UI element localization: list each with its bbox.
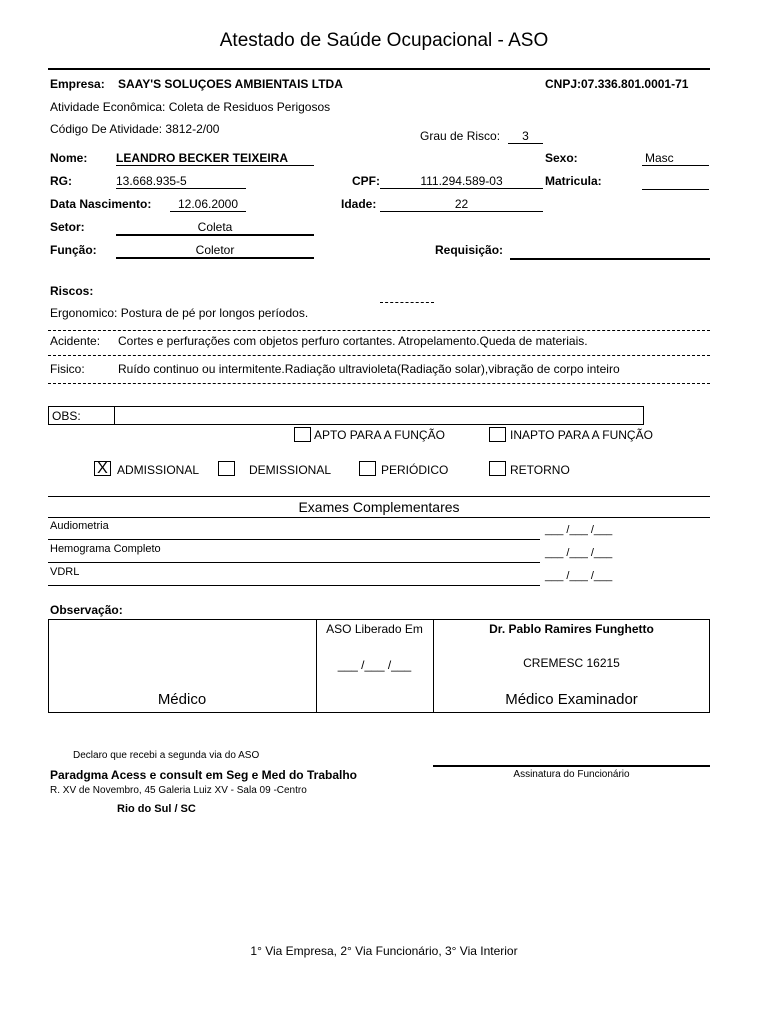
exame-line bbox=[48, 562, 540, 563]
apto-label: APTO PARA A FUNÇÃO bbox=[314, 428, 445, 442]
sexo-label: Sexo: bbox=[545, 151, 578, 165]
matricula-label: Matricula: bbox=[545, 174, 602, 188]
grau-risco-value: 3 bbox=[508, 129, 543, 144]
risco-ergonomico: Ergonomico: Postura de pé por longos períodos. bbox=[50, 306, 309, 320]
nascimento-value: 12.06.2000 bbox=[170, 197, 246, 212]
risk-divider-2 bbox=[48, 355, 710, 356]
codigo-atividade: Código De Atividade: 3812-2/00 bbox=[50, 122, 220, 136]
demissional-checkbox[interactable] bbox=[218, 461, 235, 476]
obs-label: OBS: bbox=[52, 409, 81, 423]
assinatura-funcionario: Assinatura do Funcionário bbox=[513, 769, 630, 780]
idade-value: 22 bbox=[380, 197, 543, 212]
cremesc-number: CREMESC 16215 bbox=[523, 656, 620, 670]
medico-examinador-label: Médico Examinador bbox=[505, 691, 638, 708]
vias-note: 1° Via Empresa, 2° Via Funcionário, 3° Via Interior bbox=[250, 944, 518, 958]
cpf-label: CPF: bbox=[352, 174, 380, 188]
periodico-label: PERIÓDICO bbox=[381, 463, 449, 477]
rg-value: 13.668.935-5 bbox=[116, 174, 246, 189]
empresa-label: Empresa: bbox=[50, 77, 105, 91]
signature-line bbox=[433, 765, 710, 767]
setor-label: Setor: bbox=[50, 220, 85, 234]
fisico-label: Fisico: bbox=[50, 362, 85, 376]
obs-field[interactable] bbox=[114, 406, 644, 425]
exame-date: ___ /___ /___ bbox=[545, 570, 613, 582]
cpf-value: 111.294.589-03 bbox=[380, 174, 543, 189]
fisico-value: Ruído continuo ou intermitente.Radiação ultravioleta(Radiação solar),vibração de corpo inteiro bbox=[118, 362, 620, 376]
exames-divider bbox=[48, 496, 710, 497]
aso-liberado-label: ASO Liberado Em bbox=[326, 622, 423, 636]
rg-label: RG: bbox=[50, 174, 72, 188]
exame-date: ___ /___ /___ bbox=[545, 547, 613, 559]
acidente-value: Cortes e perfurações com objetos perfuro cortantes. Atropelamento.Queda de materiais. bbox=[118, 334, 588, 348]
exame-hemograma: Hemograma Completo bbox=[50, 543, 161, 555]
declaro-text: Declaro que recebi a segunda via do ASO bbox=[73, 750, 260, 761]
exame-audiometria: Audiometria bbox=[50, 520, 109, 532]
demissional-label: DEMISSIONAL bbox=[249, 463, 332, 477]
grau-risco-label: Grau de Risco: bbox=[420, 129, 501, 143]
apto-checkbox[interactable] bbox=[294, 427, 311, 442]
risk-divider-1 bbox=[48, 330, 710, 331]
exame-vdrl: VDRL bbox=[50, 566, 80, 578]
exame-date: ___ /___ /___ bbox=[545, 524, 613, 536]
setor-value: Coleta bbox=[116, 220, 314, 236]
atividade-economica: Atividade Econômica: Coleta de Residuos Perigosos bbox=[50, 100, 331, 114]
retorno-checkbox[interactable] bbox=[489, 461, 506, 476]
retorno-label: RETORNO bbox=[510, 463, 570, 477]
funcao-label: Função: bbox=[50, 243, 97, 257]
empresa-value: SAAY'S SOLUÇOES AMBIENTAIS LTDA bbox=[118, 77, 343, 91]
matricula-line bbox=[642, 189, 709, 190]
aso-liberado-date: ___ /___ /___ bbox=[337, 658, 412, 672]
inapto-checkbox[interactable] bbox=[489, 427, 506, 442]
clinic-address: R. XV de Novembro, 45 Galeria Luiz XV - Sala 09 -Centro bbox=[50, 785, 307, 796]
riscos-title: Riscos: bbox=[50, 284, 94, 298]
admissional-label: ADMISSIONAL bbox=[117, 463, 200, 477]
requisicao-line bbox=[510, 258, 710, 260]
page-title: Atestado de Saúde Ocupacional - ASO bbox=[219, 30, 549, 51]
acidente-label: Acidente: bbox=[50, 334, 101, 348]
exame-line bbox=[48, 539, 540, 540]
clinic-name: Paradgma Acess e consult em Seg e Med do Trabalho bbox=[50, 768, 357, 782]
nome-label: Nome: bbox=[50, 151, 88, 165]
clinic-city: Rio do Sul / SC bbox=[117, 803, 196, 815]
dashed-mark bbox=[380, 302, 434, 303]
exames-title-underline bbox=[48, 517, 710, 518]
requisicao-label: Requisição: bbox=[435, 243, 504, 257]
risk-divider-3 bbox=[48, 383, 710, 384]
nascimento-label: Data Nascimento: bbox=[50, 197, 152, 211]
idade-label: Idade: bbox=[341, 197, 377, 211]
exame-line bbox=[48, 585, 540, 586]
doctor-name: Dr. Pablo Ramires Funghetto bbox=[489, 622, 654, 636]
sexo-value: Masc bbox=[642, 151, 709, 166]
title-divider bbox=[48, 68, 710, 70]
cnpj-value: CNPJ:07.336.801.0001-71 bbox=[545, 77, 689, 91]
observacao-label: Observação: bbox=[50, 603, 123, 617]
nome-value: LEANDRO BECKER TEIXEIRA bbox=[116, 151, 314, 166]
inapto-label: INAPTO PARA A FUNÇÃO bbox=[510, 428, 653, 442]
admissional-checkbox[interactable]: X bbox=[94, 461, 111, 476]
medico-label: Médico bbox=[157, 691, 207, 708]
periodico-checkbox[interactable] bbox=[359, 461, 376, 476]
funcao-value: Coletor bbox=[116, 243, 314, 259]
exames-title: Exames Complementares bbox=[298, 499, 460, 515]
